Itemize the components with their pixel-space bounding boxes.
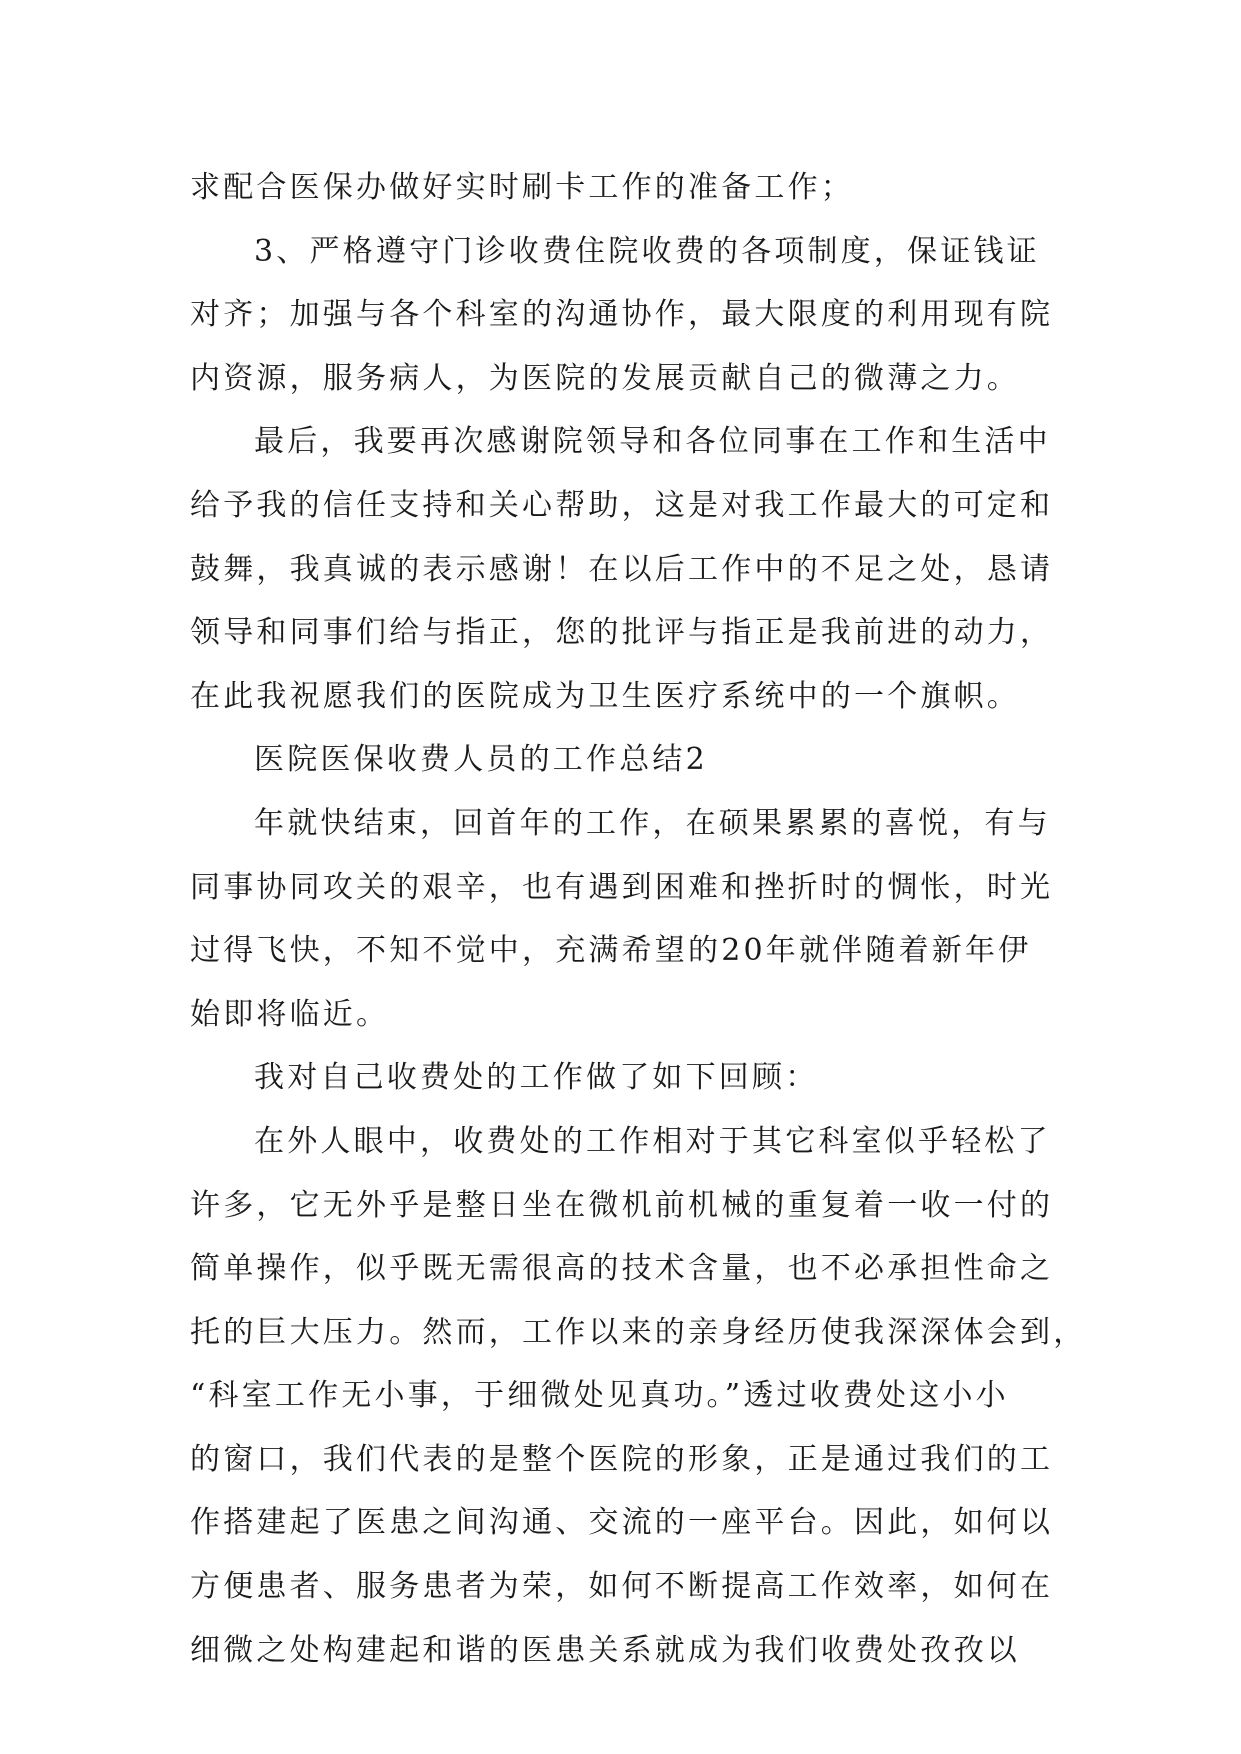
text-line: 求配合医保办做好实时刷卡工作的准备工作； xyxy=(190,170,854,205)
text-line: 方便患者、服务患者为荣，如何不断提高工作效率，如何在 xyxy=(190,1569,1054,1605)
text-line: 在外人眼中，收费处的工作相对于其它科室似乎轻松了 xyxy=(254,1123,1051,1159)
text-line: 许多，它无外乎是整日坐在微机前机械的重复着一收一付的 xyxy=(190,1187,1054,1223)
text-line: “科室工作无小事，于细微处见真功。”透过收费处这小小 xyxy=(190,1378,1009,1414)
text-line: 始即将临近。 xyxy=(190,996,390,1032)
text-line: 细微之处构建起和谐的医患关系就成为我们收费处孜孜以 xyxy=(190,1632,1020,1668)
document-body xyxy=(190,156,1087,1682)
text-line: 作搭建起了医患之间沟通、交流的一座平台。因此，如何以 xyxy=(190,1505,1054,1541)
text-line: 领导和同事们给与指正，您的批评与指正是我前进的动力， xyxy=(190,615,1054,651)
text-line: 最后，我要再次感谢院领导和各位同事在工作和生活中 xyxy=(254,424,1051,460)
text-line: 年就快结束，回首年的工作，在硕果累累的喜悦，有与 xyxy=(254,805,1051,841)
text-line: 对齐；加强与各个科室的沟通协作，最大限度的利用现有院 xyxy=(190,297,1054,333)
text-line: 在此我祝愿我们的医院成为卫生医疗系统中的一个旗帜。 xyxy=(190,678,1020,714)
text-line: 托的巨大压力。然而，工作以来的亲身经历使我深深体会到， xyxy=(190,1314,1087,1350)
section-heading: 医院医保收费人员的工作总结2 xyxy=(254,742,708,778)
text-line: 内资源，服务病人，为医院的发展贡献自己的微薄之力。 xyxy=(190,360,1020,396)
text-line: 鼓舞，我真诚的表示感谢！在以后工作中的不足之处，恳请 xyxy=(190,551,1054,587)
text-line: 的窗口，我们代表的是整个医院的形象，正是通过我们的工 xyxy=(190,1441,1054,1477)
text-line: 同事协同攻关的艰辛，也有遇到困难和挫折时的惆怅，时光 xyxy=(190,869,1054,905)
text-line: 我对自己收费处的工作做了如下回顾： xyxy=(254,1060,819,1096)
text-line: 给予我的信任支持和关心帮助，这是对我工作最大的可定和 xyxy=(190,487,1054,523)
text-line: 简单操作，似乎既无需很高的技术含量，也不必承担性命之 xyxy=(190,1251,1054,1287)
text-line: 3、严格遵守门诊收费住院收费的各项制度，保证钱证 xyxy=(254,233,1040,269)
text-line: 过得飞快，不知不觉中，充满希望的20年就伴随着新年伊 xyxy=(190,933,1032,969)
